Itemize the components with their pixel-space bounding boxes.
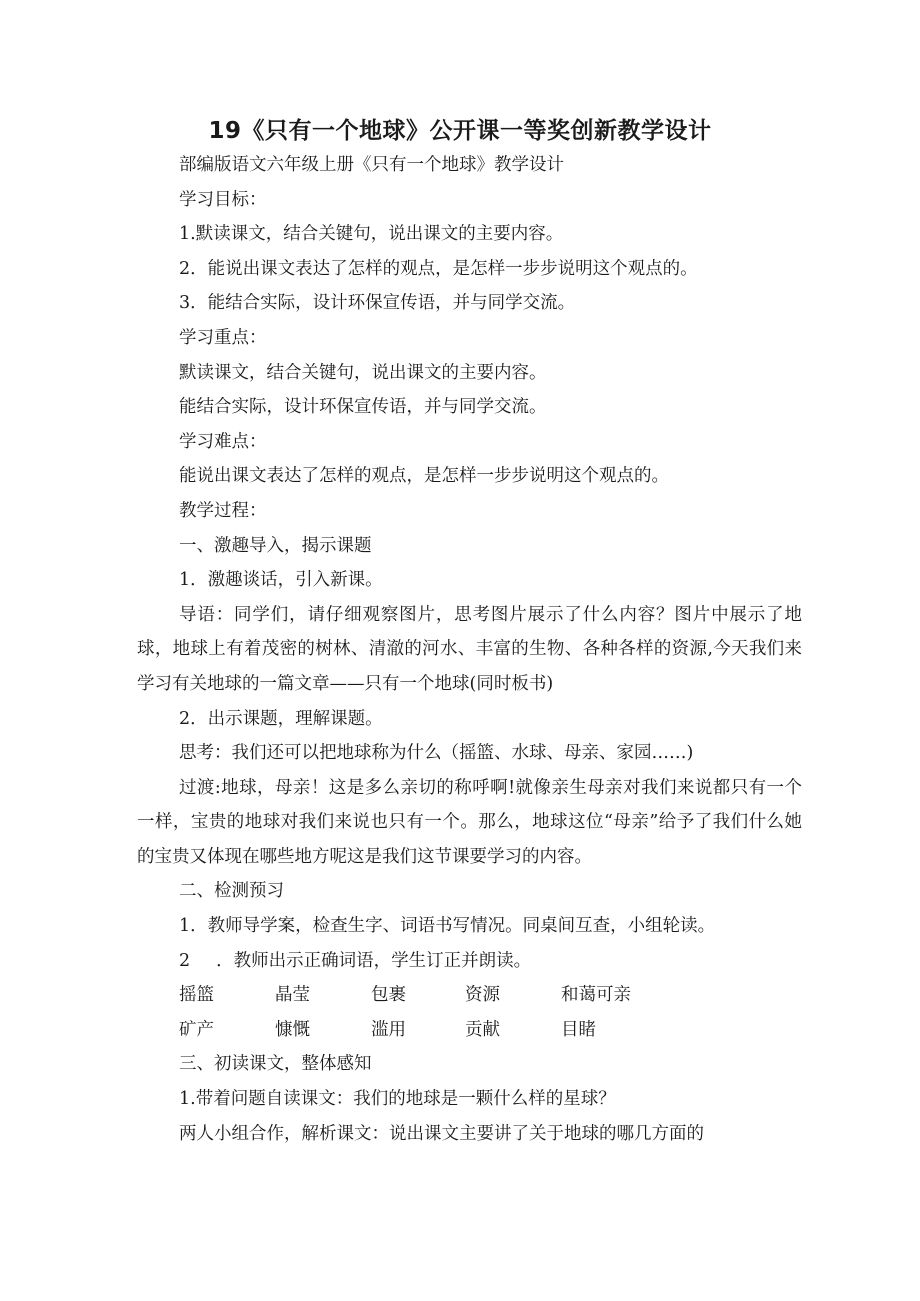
process-heading: 教学过程： [179, 500, 267, 521]
vocab-row-1 [137, 978, 802, 1013]
section-2-step-2-text: ．教师出示正确词语，学生订正并朗读。 [216, 950, 532, 971]
vocab-word: 包裹 [371, 985, 406, 1006]
difficulty-item-1: 能说出课文表达了怎样的观点，是怎样一步步说明这个观点的。 [179, 466, 669, 487]
section-1-think: 思考：我们还可以把地球称为什么（摇篮、水球、母亲、家园……) [179, 743, 694, 764]
vocab-word: 资源 [465, 985, 500, 1006]
section-2-heading: 二、检测预习 [179, 881, 284, 902]
section-1-step-1: 1．激趣谈话，引入新课。 [179, 570, 383, 591]
focus-item-2: 能结合实际，设计环保宣传语，并与同学交流。 [179, 397, 547, 418]
vocab-word: 矿产 [179, 1019, 214, 1040]
vocab-row-2 [137, 1013, 802, 1048]
vocab-word: 慷慨 [275, 1019, 310, 1040]
vocab-word: 滥用 [371, 1019, 406, 1040]
goal-item-1: 1.默读课文，结合关键句，说出课文的主要内容。 [179, 224, 564, 245]
section-3-pair-work: 两人小组合作，解析课文：说出课文主要讲了关于地球的哪几方面的 [179, 1123, 704, 1144]
goal-item-2: 2．能说出课文表达了怎样的观点，是怎样一步步说明这个观点的。 [179, 258, 698, 279]
document-body [137, 148, 802, 1151]
section-1-heading: 一、激趣导入，揭示课题 [179, 535, 372, 556]
focus-heading: 学习重点： [179, 327, 267, 348]
section-1-intro-paragraph: 导语：同学们，请仔细观察图片，思考图片展示了什么内容？图片中展示了地球，地球上有着茂密的树林、清澈的河水、丰富的生物、各种各样的资源,今天我们来学习有关地球的一篇文章——只有一个地球(同时板书) [137, 604, 802, 694]
vocab-word: 晶莹 [275, 985, 310, 1006]
vocab-word: 摇篮 [179, 985, 214, 1006]
section-1-transition-paragraph: 过渡:地球，母亲！这是多么亲切的称呼啊!就像亲生母亲对我们来说都只有一个一样，宝贵的地球对我们来说也只有一个。那么，地球这位“母亲”给予了我们什么她的宝贵又体现在哪些地方呢这是我们这节课要学习的内容。 [137, 777, 802, 867]
vocab-word: 和蔼可亲 [561, 985, 631, 1006]
section-1-step-2: 2．出示课题，理解课题。 [179, 708, 383, 729]
focus-item-1: 默读课文，结合关键句，说出课文的主要内容。 [179, 362, 547, 383]
subtitle: 部编版语文六年级上册《只有一个地球》教学设计 [179, 155, 564, 175]
document-title: 19《只有一个地球》公开课一等奖创新教学设计 [208, 118, 712, 144]
vocab-word: 目睹 [561, 1019, 596, 1040]
section-2-step-2-number: 2 [179, 950, 191, 971]
difficulty-heading: 学习难点： [179, 431, 267, 452]
section-2-step-1: 1．教师导学案，检查生字、词语书写情况。同桌间互查，小组轮读。 [179, 916, 716, 937]
section-2-step-2 [137, 944, 802, 979]
goals-heading: 学习目标： [179, 189, 267, 210]
section-3-heading: 三、初读课文，整体感知 [179, 1054, 372, 1075]
section-3-step-1: 1.带着问题自读课文：我们的地球是一颗什么样的星球？ [179, 1089, 616, 1110]
vocab-word: 贡献 [465, 1019, 500, 1040]
goal-item-3: 3．能结合实际，设计环保宣传语，并与同学交流。 [179, 293, 576, 314]
